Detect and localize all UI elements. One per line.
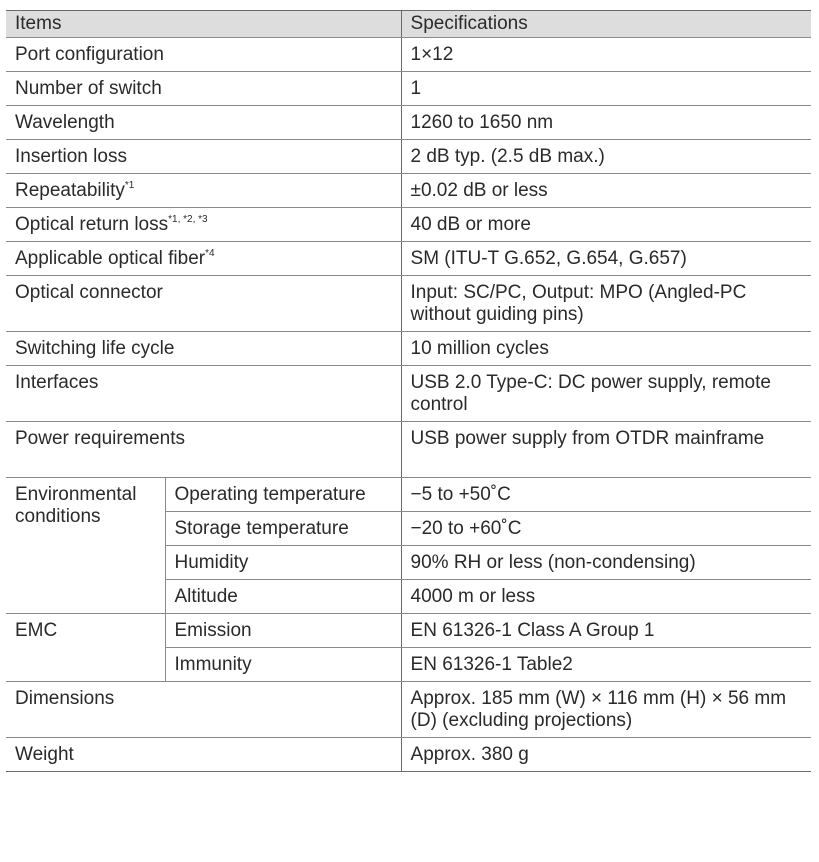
item-label-with-note bbox=[6, 208, 401, 242]
table-row-interfaces bbox=[6, 366, 811, 422]
spec-value: 4000 m or less bbox=[401, 580, 811, 614]
table-header-row bbox=[6, 11, 811, 38]
table-row-emc-emission bbox=[6, 614, 811, 648]
item-label: Applicable optical fiber bbox=[15, 248, 206, 269]
specifications-header: Specifications bbox=[401, 11, 811, 38]
item-label: Weight bbox=[6, 738, 401, 772]
table-row-weight bbox=[6, 738, 811, 772]
items-header: Items bbox=[6, 11, 401, 38]
table-row-repeatability bbox=[6, 174, 811, 208]
table-row-connector bbox=[6, 276, 811, 332]
item-label: Power requirements bbox=[6, 422, 401, 478]
sub-item-label: Altitude bbox=[165, 580, 401, 614]
spec-value: 1×12 bbox=[401, 38, 811, 72]
sub-item-label: Storage temperature bbox=[165, 512, 401, 546]
item-label: Number of switch bbox=[6, 72, 401, 106]
footnote-ref: *1, *2, *3 bbox=[168, 214, 208, 225]
sub-item-label: Emission bbox=[165, 614, 401, 648]
spec-value: −20 to +60˚C bbox=[401, 512, 811, 546]
footnote-ref: *1 bbox=[124, 180, 135, 191]
item-label: Insertion loss bbox=[6, 140, 401, 174]
table-row-insertion bbox=[6, 140, 811, 174]
table-row-dimensions bbox=[6, 682, 811, 738]
table-row-wavelength bbox=[6, 106, 811, 140]
group-label-emc: EMC bbox=[6, 614, 165, 682]
spec-value: USB power supply from OTDR mainframe bbox=[401, 422, 811, 478]
spec-value: 2 dB typ. (2.5 dB max.) bbox=[401, 140, 811, 174]
spec-value: SM (ITU-T G.652, G.654, G.657) bbox=[401, 242, 811, 276]
sub-item-label: Immunity bbox=[165, 648, 401, 682]
spec-value: 90% RH or less (non-condensing) bbox=[401, 546, 811, 580]
spec-value: 40 dB or more bbox=[401, 208, 811, 242]
spec-value: 10 million cycles bbox=[401, 332, 811, 366]
item-label: Wavelength bbox=[6, 106, 401, 140]
table-row-power bbox=[6, 422, 811, 478]
spec-value: EN 61326-1 Class A Group 1 bbox=[401, 614, 811, 648]
spec-value: Approx. 185 mm (W) × 116 mm (H) × 56 mm (D) (excluding projections) bbox=[401, 682, 811, 738]
table-row-life bbox=[6, 332, 811, 366]
group-label-environmental: Environmental conditions bbox=[6, 478, 165, 614]
footnote-ref: *4 bbox=[205, 248, 215, 259]
sub-item-label: Operating temperature bbox=[165, 478, 401, 512]
table-row-fiber bbox=[6, 242, 811, 276]
spec-value: ±0.02 dB or less bbox=[401, 174, 811, 208]
spec-value: 1260 to 1650 nm bbox=[401, 106, 811, 140]
item-label-with-note bbox=[6, 242, 401, 276]
table-row-port bbox=[6, 38, 811, 72]
item-label-with-note bbox=[6, 174, 401, 208]
table-row-switches bbox=[6, 72, 811, 106]
spec-value: EN 61326-1 Table2 bbox=[401, 648, 811, 682]
specifications-table bbox=[6, 10, 811, 772]
item-label: Interfaces bbox=[6, 366, 401, 422]
spec-value: USB 2.0 Type-C: DC power supply, remote control bbox=[401, 366, 811, 422]
sub-item-label: Humidity bbox=[165, 546, 401, 580]
item-label: Optical connector bbox=[6, 276, 401, 332]
table-row-env-operating bbox=[6, 478, 811, 512]
item-label: Port configuration bbox=[6, 38, 401, 72]
item-label: Switching life cycle bbox=[6, 332, 401, 366]
item-label: Repeatability bbox=[15, 180, 125, 201]
spec-value: 1 bbox=[401, 72, 811, 106]
item-label: Optical return loss bbox=[15, 214, 169, 235]
spec-value: −5 to +50˚C bbox=[401, 478, 811, 512]
spec-value: Approx. 380 g bbox=[401, 738, 811, 772]
spec-value: Input: SC/PC, Output: MPO (Angled-PC without guiding pins) bbox=[401, 276, 811, 332]
table-row-return-loss bbox=[6, 208, 811, 242]
item-label: Dimensions bbox=[6, 682, 401, 738]
